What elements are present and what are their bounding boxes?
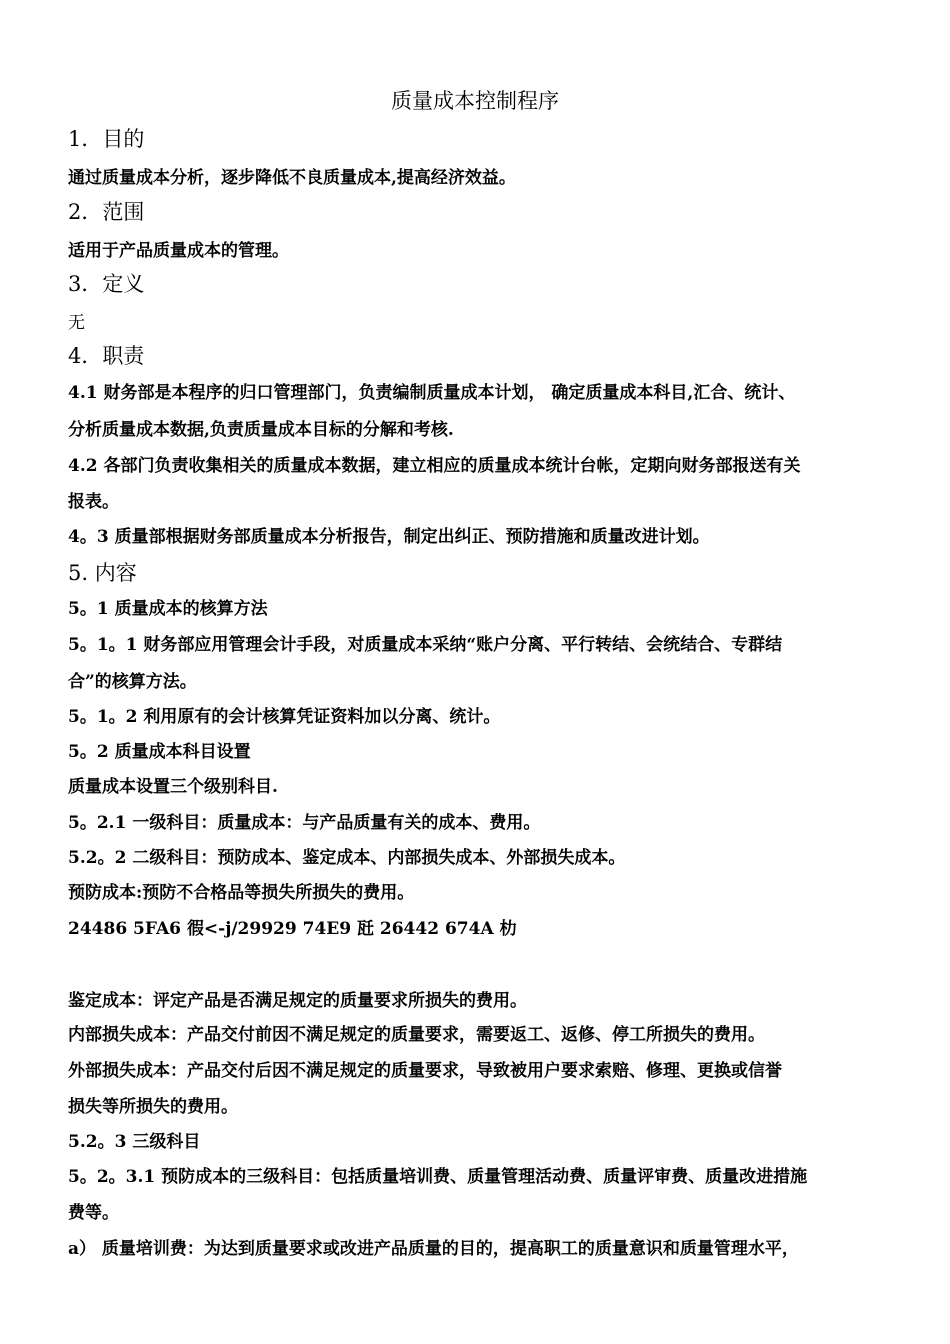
paragraph: 5.2。3 三级科目 xyxy=(68,1132,201,1152)
paragraph: 适用于产品质量成本的管理。 xyxy=(68,241,289,261)
paragraph: 合”的核算方法。 xyxy=(68,672,197,692)
paragraph: 5.2。2 二级科目：预防成本、鉴定成本、内部损失成本、外部损失成本。 xyxy=(68,848,626,868)
paragraph: a） 质量培训费：为达到质量要求或改进产品质量的目的，提高职工的质量意识和质量管理水平， xyxy=(68,1239,799,1259)
paragraph: 无 xyxy=(68,313,85,333)
document-title: 质量成本控制程序 xyxy=(391,89,559,113)
paragraph: 5。2 质量成本科目设置 xyxy=(68,742,251,762)
section-heading: 2．范围 xyxy=(68,200,145,224)
paragraph: 质量成本设置三个级别科目. xyxy=(68,777,278,797)
section-heading: 4．职责 xyxy=(68,344,145,368)
paragraph: 5。1 质量成本的核算方法 xyxy=(68,599,268,619)
paragraph: 预防成本:预防不合格品等损失所损失的费用。 xyxy=(68,883,415,903)
paragraph: 损失等所损失的费用。 xyxy=(68,1097,238,1117)
paragraph: 4。3 质量部根据财务部质量成本分析报告，制定出纠正、预防措施和质量改进计划。 xyxy=(68,527,710,547)
paragraph: 鉴定成本：评定产品是否满足规定的质量要求所损失的费用。 xyxy=(68,991,527,1011)
paragraph: 外部损失成本：产品交付后因不满足规定的质量要求，导致被用户要求索赔、修理、更换或信誉 xyxy=(68,1061,782,1081)
paragraph: 通过质量成本分析，逐步降低不良质量成本,提高经济效益。 xyxy=(68,168,516,188)
paragraph: 4.2 各部门负责收集相关的质量成本数据，建立相应的质量成本统计台帐，定期向财务部报送有关 xyxy=(68,456,801,476)
paragraph: 4.1 财务部是本程序的归口管理部门，负责编制质量成本计划， 确定质量成本科目,汇合、统计、 xyxy=(68,383,796,403)
paragraph: 内部损失成本：产品交付前因不满足规定的质量要求，需要返工、返修、停工所损失的费用。 xyxy=(68,1025,765,1045)
paragraph: 5。2.1 一级科目：质量成本：与产品质量有关的成本、费用。 xyxy=(68,813,541,833)
paragraph: 费等。 xyxy=(68,1203,119,1223)
paragraph: 24486 5FA6 徦<-j/29929 74E9 瓩 26442 674A 朸 xyxy=(68,919,517,939)
paragraph: 5。2。3.1 预防成本的三级科目：包括质量培训费、质量管理活动费、质量评审费、质量改进措施 xyxy=(68,1167,808,1187)
section-heading: 1．目的 xyxy=(68,127,145,151)
paragraph: 报表。 xyxy=(68,492,119,512)
section-heading: 5. 内容 xyxy=(68,561,137,585)
section-heading: 3．定义 xyxy=(68,272,145,296)
paragraph: 5。1。2 利用原有的会计核算凭证资料加以分离、统计。 xyxy=(68,707,501,727)
paragraph: 分析质量成本数据,负责质量成本目标的分解和考核. xyxy=(68,420,454,440)
paragraph: 5。1。1 财务部应用管理会计手段，对质量成本采纳“账户分离、平行转结、会统结合、专群结 xyxy=(68,635,783,655)
